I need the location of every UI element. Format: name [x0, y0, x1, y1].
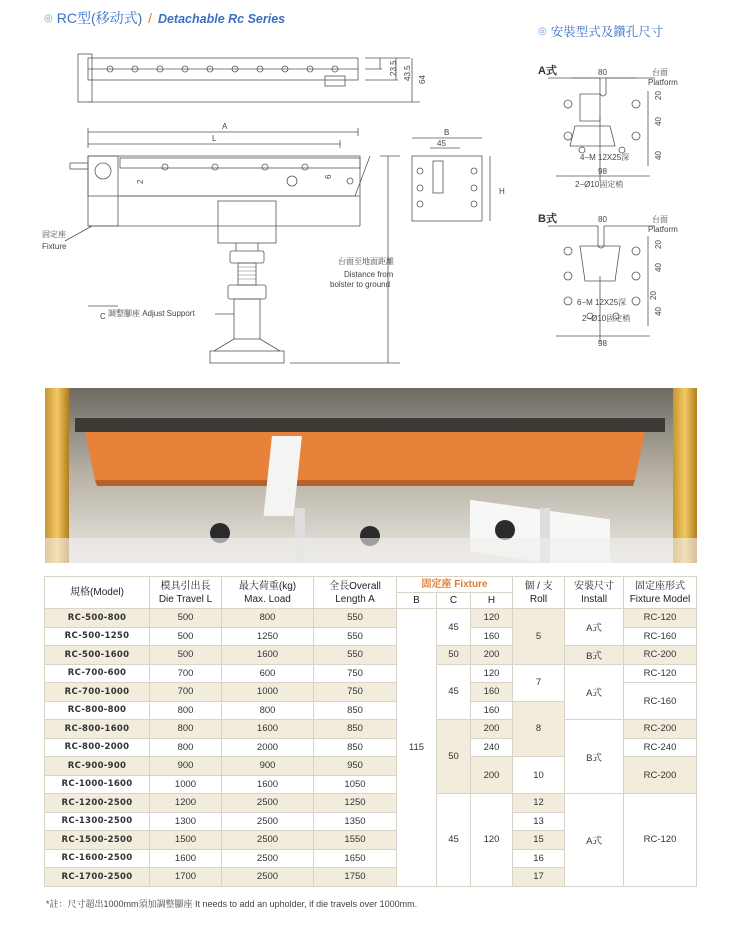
cell-h: 240	[471, 738, 513, 757]
a-pin: 2−Ø10固定梢	[575, 180, 624, 189]
table-row	[45, 646, 697, 665]
cell-load: 1600	[222, 646, 314, 665]
section-title	[44, 8, 285, 28]
type-b-diagram	[548, 226, 655, 342]
cell-fixture-model: RC-160	[624, 627, 697, 646]
cell-travel: 800	[150, 720, 222, 739]
cell-c: 45	[437, 664, 471, 720]
a-dim-80: 80	[598, 68, 607, 77]
type-b-label: B式	[538, 213, 557, 225]
cell-travel: 1000	[150, 775, 222, 794]
cell-travel: 1700	[150, 868, 222, 887]
cell-load: 2500	[222, 868, 314, 887]
cell-install: A式	[565, 664, 624, 720]
cell-length: 1050	[314, 775, 397, 794]
cell-fixture-model: RC-200	[624, 720, 697, 739]
distance-en2: bolster to ground	[330, 280, 391, 289]
drawing-svg	[0, 36, 735, 386]
cell-load: 1600	[222, 775, 314, 794]
cell-model: RC-800-1600	[45, 720, 150, 739]
cell-load: 900	[222, 757, 314, 776]
cell-travel: 1200	[150, 794, 222, 813]
cell-fixture-model: RC-200	[624, 646, 697, 665]
a-dim-40a: 40	[654, 117, 663, 126]
cell-b: 115	[397, 609, 437, 887]
cell-model: RC-700-1000	[45, 683, 150, 702]
bullet-icon: ◎	[538, 26, 547, 37]
cell-roll: 16	[513, 849, 565, 868]
cell-fixture-model: RC-200	[624, 757, 697, 794]
cell-c: 45	[437, 794, 471, 887]
cell-length: 850	[314, 720, 397, 739]
cell-model: RC-1300-2500	[45, 812, 150, 831]
cell-length: 1250	[314, 794, 397, 813]
dim-L: L	[212, 134, 217, 143]
cell-travel: 500	[150, 627, 222, 646]
bullet-icon: ◎	[44, 13, 53, 24]
a-dim-40b: 40	[654, 151, 663, 160]
cell-travel: 500	[150, 646, 222, 665]
cell-roll: 5	[513, 609, 565, 665]
dim-64: 64	[418, 75, 427, 84]
table-row	[45, 720, 697, 739]
cell-model: RC-800-2000	[45, 738, 150, 757]
th-c: C	[437, 593, 471, 609]
table-row	[45, 794, 697, 813]
cell-model: RC-1000-1600	[45, 775, 150, 794]
cell-fixture-model: RC-120	[624, 664, 697, 683]
dim-C: C	[100, 312, 106, 321]
cell-roll: 13	[513, 812, 565, 831]
cell-travel: 500	[150, 609, 222, 628]
cell-model: RC-500-1600	[45, 646, 150, 665]
th-fixture-model: 固定座形式 Fixture Model	[624, 577, 697, 609]
title-en: Detachable Rc Series	[157, 12, 286, 26]
a-dim-20: 20	[654, 91, 663, 100]
cell-model: RC-500-800	[45, 609, 150, 628]
th-travel: 模具引出長 Die Travel L	[150, 577, 222, 609]
table-row	[45, 664, 697, 683]
b-dim-20a: 20	[654, 240, 663, 249]
type-a-label: A式	[538, 65, 557, 77]
technical-drawing	[0, 36, 735, 386]
dim-6: 6	[324, 174, 333, 179]
th-install: 安裝尺寸 Install	[565, 577, 624, 609]
base-plate	[210, 351, 284, 363]
cell-length: 950	[314, 757, 397, 776]
b-dim-40a: 40	[654, 263, 663, 272]
cell-load: 2500	[222, 831, 314, 850]
a-bolt: 4−M 12X25深	[580, 153, 630, 162]
cell-roll: 12	[513, 794, 565, 813]
cell-travel: 700	[150, 683, 222, 702]
cell-length: 550	[314, 646, 397, 665]
cell-length: 1650	[314, 849, 397, 868]
th-length: 全長Overall Length A	[314, 577, 397, 609]
cell-length: 750	[314, 664, 397, 683]
spec-table	[44, 576, 697, 887]
cell-load: 2000	[222, 738, 314, 757]
cell-model: RC-900-900	[45, 757, 150, 776]
cell-length: 550	[314, 609, 397, 628]
product-photo	[45, 388, 697, 563]
dim-2: 2	[136, 179, 145, 184]
cell-h: 120	[471, 664, 513, 683]
top-end-block	[78, 54, 92, 102]
th-b: B	[397, 593, 437, 609]
table-row	[45, 609, 697, 628]
th-roll: 個 / 支 Roll	[513, 577, 565, 609]
adjust-label: 調整腳座 Adjust Support	[108, 309, 195, 318]
cell-model: RC-1700-2500	[45, 868, 150, 887]
dim-H: H	[499, 187, 505, 196]
dim-43-5: 43.5	[403, 65, 412, 81]
b-pin: 2−Ø10固定梢	[582, 314, 631, 323]
b-dim-98: 98	[598, 339, 607, 348]
dim-B: B	[444, 128, 450, 137]
cell-model: RC-500-1250	[45, 627, 150, 646]
cell-roll: 15	[513, 831, 565, 850]
cell-travel: 1300	[150, 812, 222, 831]
cell-travel: 900	[150, 757, 222, 776]
cell-install: B式	[565, 720, 624, 794]
cell-model: RC-800-800	[45, 701, 150, 720]
dim-23-5: 23.5	[389, 60, 398, 76]
cell-load: 2500	[222, 812, 314, 831]
cell-h: 160	[471, 701, 513, 720]
cell-install: A式	[565, 609, 624, 646]
title-cn: RC型(移动式)	[56, 10, 143, 26]
dim-45: 45	[437, 139, 446, 148]
b-bolt: 6−M 12X25深	[577, 298, 627, 307]
cell-load: 800	[222, 609, 314, 628]
a-platform-cn: 台面	[652, 68, 668, 77]
cell-fixture-model: RC-120	[624, 794, 697, 887]
fixture-label-en: Fixture	[42, 242, 67, 251]
install-title-text: 安裝型式及鑽孔尺寸	[550, 25, 664, 39]
cell-load: 1600	[222, 720, 314, 739]
distance-en1: Distance from	[344, 270, 394, 279]
b-dim-80: 80	[598, 215, 607, 224]
b-platform-en: Platform	[648, 225, 678, 234]
side-beam	[88, 156, 360, 196]
cell-roll: 8	[513, 701, 565, 757]
cell-length: 1550	[314, 831, 397, 850]
type-a-diagram	[548, 78, 655, 181]
cell-install: B式	[565, 646, 624, 665]
cell-c: 50	[437, 646, 471, 665]
cell-load: 2500	[222, 794, 314, 813]
cell-h: 200	[471, 757, 513, 794]
cell-c: 45	[437, 609, 471, 646]
cell-h: 120	[471, 609, 513, 628]
cell-length: 550	[314, 627, 397, 646]
cell-model: RC-700-600	[45, 664, 150, 683]
cell-model: RC-1200-2500	[45, 794, 150, 813]
cell-travel: 1500	[150, 831, 222, 850]
cell-length: 850	[314, 738, 397, 757]
cell-model: RC-1500-2500	[45, 831, 150, 850]
cell-length: 750	[314, 683, 397, 702]
th-h: H	[471, 593, 513, 609]
footnote: *註：尺寸超出1000mm須加調整腳座 It needs to add an upholder, if die travels over 1000mm.	[46, 899, 418, 909]
end-view	[412, 156, 482, 221]
cell-length: 1750	[314, 868, 397, 887]
cell-travel: 1600	[150, 849, 222, 868]
cell-h: 160	[471, 683, 513, 702]
cell-load: 1250	[222, 627, 314, 646]
cell-fixture-model: RC-160	[624, 683, 697, 720]
cell-h: 200	[471, 720, 513, 739]
cell-travel: 800	[150, 738, 222, 757]
fixture-block	[88, 156, 118, 226]
cell-travel: 800	[150, 701, 222, 720]
fixture-label-cn: 固定座	[42, 230, 66, 239]
cell-fixture-model: RC-120	[624, 609, 697, 628]
th-model: 規格(Model)	[45, 577, 150, 609]
cell-roll: 7	[513, 664, 565, 701]
cell-length: 1350	[314, 812, 397, 831]
th-fixture: 固定座 Fixture	[397, 577, 513, 593]
title-slash: /	[148, 10, 153, 26]
cell-load: 600	[222, 664, 314, 683]
b-platform-cn: 台面	[652, 215, 668, 224]
cell-install: A式	[565, 794, 624, 887]
cell-load: 1000	[222, 683, 314, 702]
b-dim-40b: 40	[654, 307, 663, 316]
cell-load: 800	[222, 701, 314, 720]
cell-h: 200	[471, 646, 513, 665]
cell-load: 2500	[222, 849, 314, 868]
distance-cn: 台面至地面距離	[338, 257, 394, 266]
cell-travel: 700	[150, 664, 222, 683]
cell-length: 850	[314, 701, 397, 720]
cell-fixture-model: RC-240	[624, 738, 697, 757]
column-block	[218, 201, 276, 243]
cell-h: 160	[471, 627, 513, 646]
b-dim-20b: 20	[649, 291, 658, 300]
a-dim-98: 98	[598, 167, 607, 176]
cell-h: 120	[471, 794, 513, 887]
a-platform-en: Platform	[648, 78, 678, 87]
cell-roll: 17	[513, 868, 565, 887]
dim-A: A	[222, 122, 228, 131]
th-load: 最大荷重(kg) Max. Load	[222, 577, 314, 609]
cell-c: 50	[437, 720, 471, 794]
cell-roll: 10	[513, 757, 565, 794]
cell-model: RC-1600-2500	[45, 849, 150, 868]
